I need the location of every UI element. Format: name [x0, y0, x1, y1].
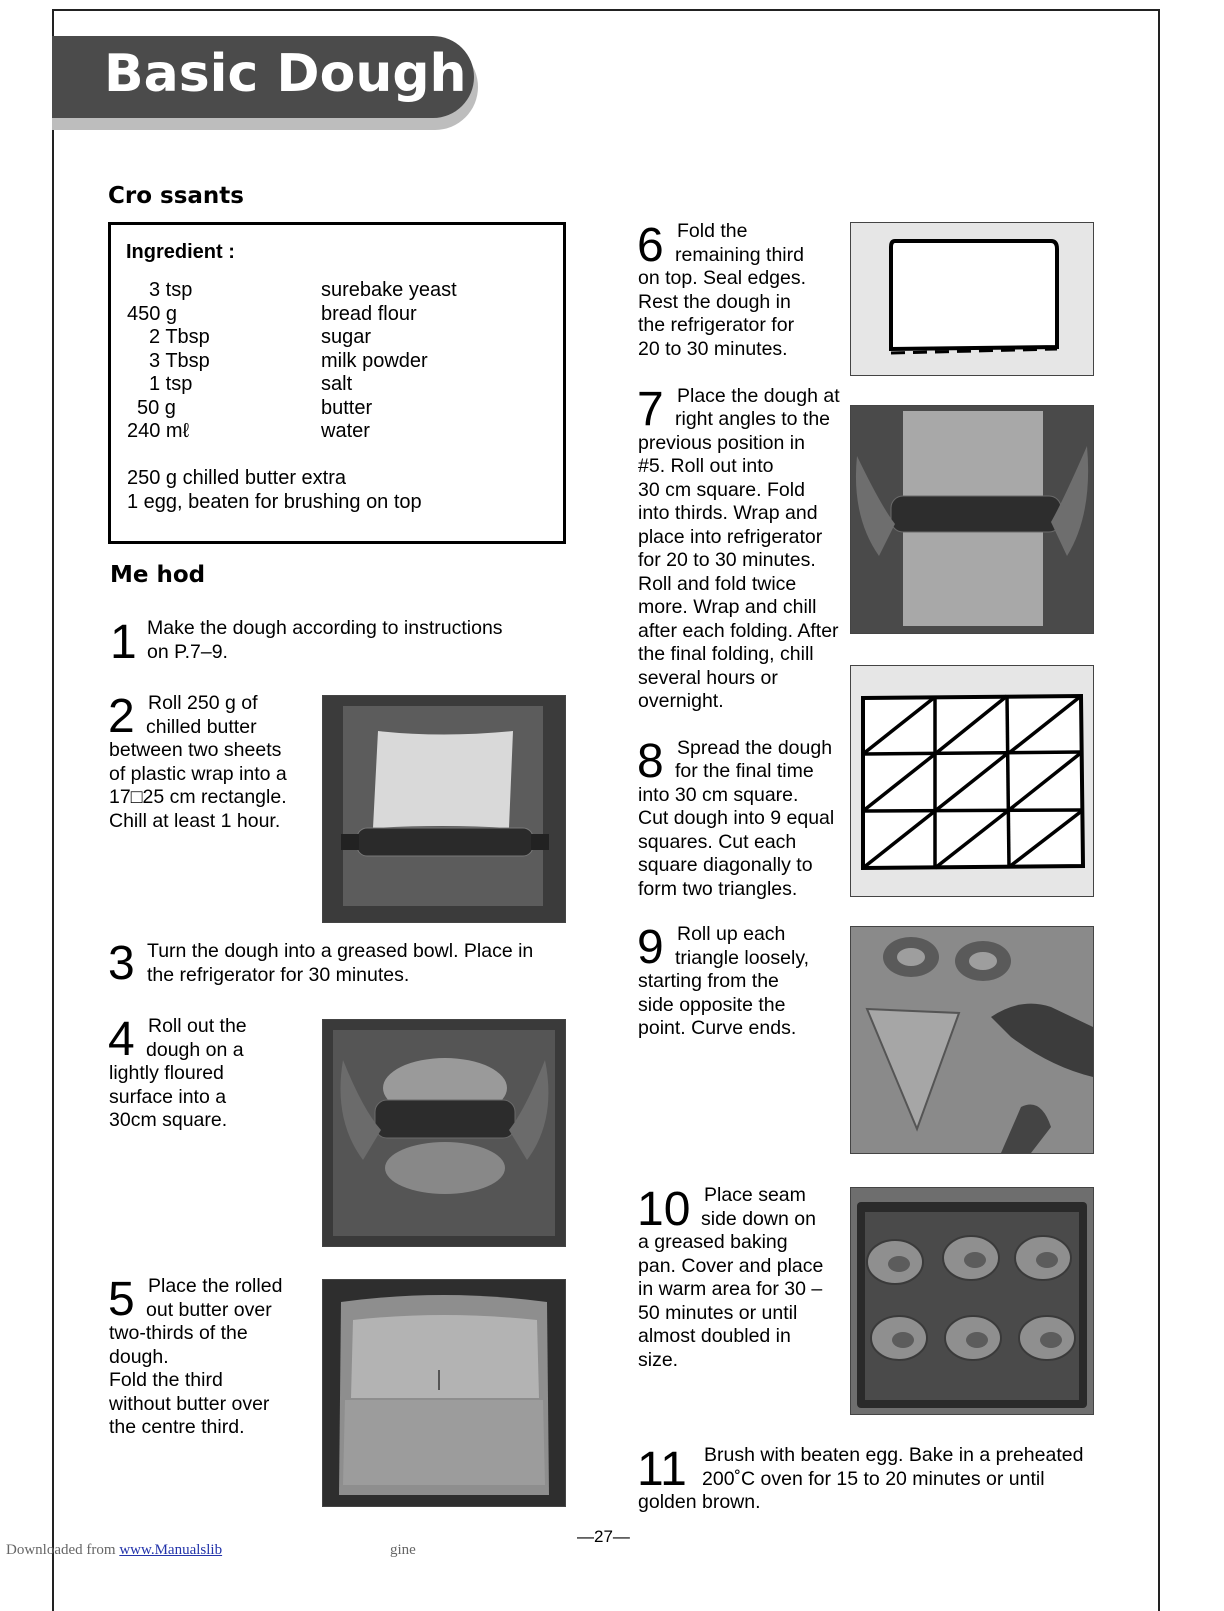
step-text: Roll 250 g of — [148, 692, 258, 714]
step-text: into thirds. Wrap and — [638, 502, 818, 524]
cut-triangles-diagram — [850, 665, 1094, 897]
step-text: starting from the — [638, 970, 779, 992]
footer-prefix: Downloaded from — [6, 1542, 120, 1558]
step-text: Brush with beaten egg. Bake in a preheated — [704, 1444, 1084, 1466]
step-text: in warm area for 30 – — [638, 1278, 823, 1300]
step-text: Rest the dough in — [638, 291, 791, 313]
step-text: on P.7–9. — [147, 641, 228, 663]
step-text: 17□25 cm rectangle. — [109, 786, 287, 808]
step-text: after each folding. After — [638, 620, 839, 642]
step-text: size. — [638, 1349, 679, 1371]
ingredient-qty: 240 mℓ — [127, 420, 190, 442]
step-text: Place the dough at — [677, 385, 840, 407]
ingredient-qty: 2 Tbsp — [149, 326, 210, 348]
step-text: several hours or — [638, 667, 778, 689]
ingredient-name: salt — [321, 373, 353, 395]
step-text: for the final time — [675, 760, 814, 782]
footer-download — [6, 1542, 222, 1559]
step-text: chilled butter — [146, 716, 257, 738]
step-text: lightly floured — [109, 1062, 224, 1084]
ingredient-qty: 450 g — [127, 303, 178, 325]
step-text: pan. Cover and place — [638, 1255, 824, 1277]
step-text: Make the dough according to instructions — [147, 617, 503, 639]
step-number: 4 — [108, 1013, 135, 1066]
step-text: out butter over — [146, 1299, 272, 1321]
step-text: dough. — [109, 1346, 169, 1368]
step-text: form two triangles. — [638, 878, 798, 900]
step5-photo — [322, 1279, 566, 1507]
step-text: triangle loosely, — [675, 947, 810, 969]
ingredient-name: water — [321, 420, 370, 442]
step-text: Cut dough into 9 equal — [638, 807, 835, 829]
step-number: 11 — [637, 1443, 687, 1496]
ingredient-extra: 1 egg, beaten for brushing on top — [127, 491, 422, 513]
footer-link[interactable]: www.Manualslib — [119, 1542, 223, 1558]
step-text: Fold the — [677, 220, 748, 242]
step-text: between two sheets — [109, 739, 282, 761]
step-text: Place the rolled — [148, 1275, 283, 1297]
step-text: Spread the dough — [677, 737, 833, 759]
step-text: the refrigerator for — [638, 314, 795, 336]
step-text: point. Curve ends. — [638, 1017, 797, 1039]
step-text: previous position in — [638, 432, 805, 454]
step-number: 5 — [108, 1273, 135, 1326]
step-number: 6 — [637, 219, 664, 272]
step-text: surface into a — [109, 1086, 227, 1108]
step-text: Roll up each — [677, 923, 786, 945]
step7-photo — [850, 405, 1094, 634]
ingredient-name: sugar — [321, 326, 372, 348]
step-text: the refrigerator for 30 minutes. — [147, 964, 410, 986]
step-text: into 30 cm square. — [638, 784, 799, 806]
ingredient-name: bread flour — [321, 303, 417, 325]
step-number: 1 — [110, 616, 137, 669]
ingredient-qty: 3 Tbsp — [149, 350, 210, 372]
ingredient-name: surebake yeast — [321, 279, 457, 301]
step-text: right angles to the — [675, 408, 831, 430]
step-text: side opposite the — [638, 994, 786, 1016]
step-text: 30cm square. — [109, 1109, 228, 1131]
step-text: 50 minutes or until — [638, 1302, 798, 1324]
step-text: of plastic wrap into a — [109, 763, 287, 785]
step-text: overnight. — [638, 690, 724, 712]
step-text: Roll out the — [148, 1015, 247, 1037]
page-title: Basic Dough — [104, 44, 467, 104]
step-text: 20 to 30 minutes. — [638, 338, 788, 360]
step-text: place into refrigerator — [638, 526, 823, 548]
step-number: 10 — [637, 1183, 691, 1236]
step-text: square diagonally to — [638, 854, 813, 876]
ingredient-name: butter — [321, 397, 373, 419]
step-text: two-thirds of the — [109, 1322, 248, 1344]
step-text: a greased baking — [638, 1231, 788, 1253]
recipe-title: Cro ssants — [108, 183, 244, 209]
step-number: 8 — [637, 735, 664, 788]
step6-diagram — [850, 222, 1094, 376]
step-text: more. Wrap and chill — [638, 596, 817, 618]
step-number: 3 — [108, 937, 135, 990]
step-text: Turn the dough into a greased bowl. Place in — [147, 940, 534, 962]
step-text: Place seam — [704, 1184, 806, 1206]
step-text: Chill at least 1 hour. — [109, 810, 281, 832]
step-text: the final folding, chill — [638, 643, 814, 665]
step-text: without butter over — [109, 1393, 270, 1415]
step-number: 2 — [108, 690, 135, 743]
footer-suffix: gine — [390, 1542, 416, 1558]
step-number: 7 — [637, 383, 664, 436]
ingredient-qty: 50 g — [137, 397, 176, 419]
ingredient-name: milk powder — [321, 350, 428, 372]
step-text: remaining third — [675, 244, 804, 266]
step-text: dough on a — [146, 1039, 244, 1061]
step-text: Roll and fold twice — [638, 573, 797, 595]
step-number: 9 — [637, 921, 664, 974]
step-text: 200˚C oven for 15 to 20 minutes or until — [702, 1468, 1045, 1490]
step-text: #5. Roll out into — [638, 455, 774, 477]
ingredient-qty: 1 tsp — [149, 373, 193, 395]
step2-photo — [322, 695, 566, 923]
step4-photo — [322, 1019, 566, 1247]
page-number: —27— — [577, 1527, 630, 1546]
ingredients-heading: Ingredient : — [126, 241, 235, 263]
step-text: side down on — [701, 1208, 816, 1230]
step-text: squares. Cut each — [638, 831, 797, 853]
method-heading: Me hod — [110, 562, 206, 588]
step9-photo — [850, 926, 1094, 1154]
ingredient-extra: 250 g chilled butter extra — [127, 467, 347, 489]
step-text: almost doubled in — [638, 1325, 791, 1347]
step-text: 30 cm square. Fold — [638, 479, 805, 501]
step10-photo — [850, 1187, 1094, 1415]
ingredient-qty: 3 tsp — [149, 279, 193, 301]
step-text: the centre third. — [109, 1416, 245, 1438]
step-text: on top. Seal edges. — [638, 267, 807, 289]
step-text: for 20 to 30 minutes. — [638, 549, 816, 571]
step-text: golden brown. — [638, 1491, 761, 1513]
step-text: Fold the third — [109, 1369, 223, 1391]
